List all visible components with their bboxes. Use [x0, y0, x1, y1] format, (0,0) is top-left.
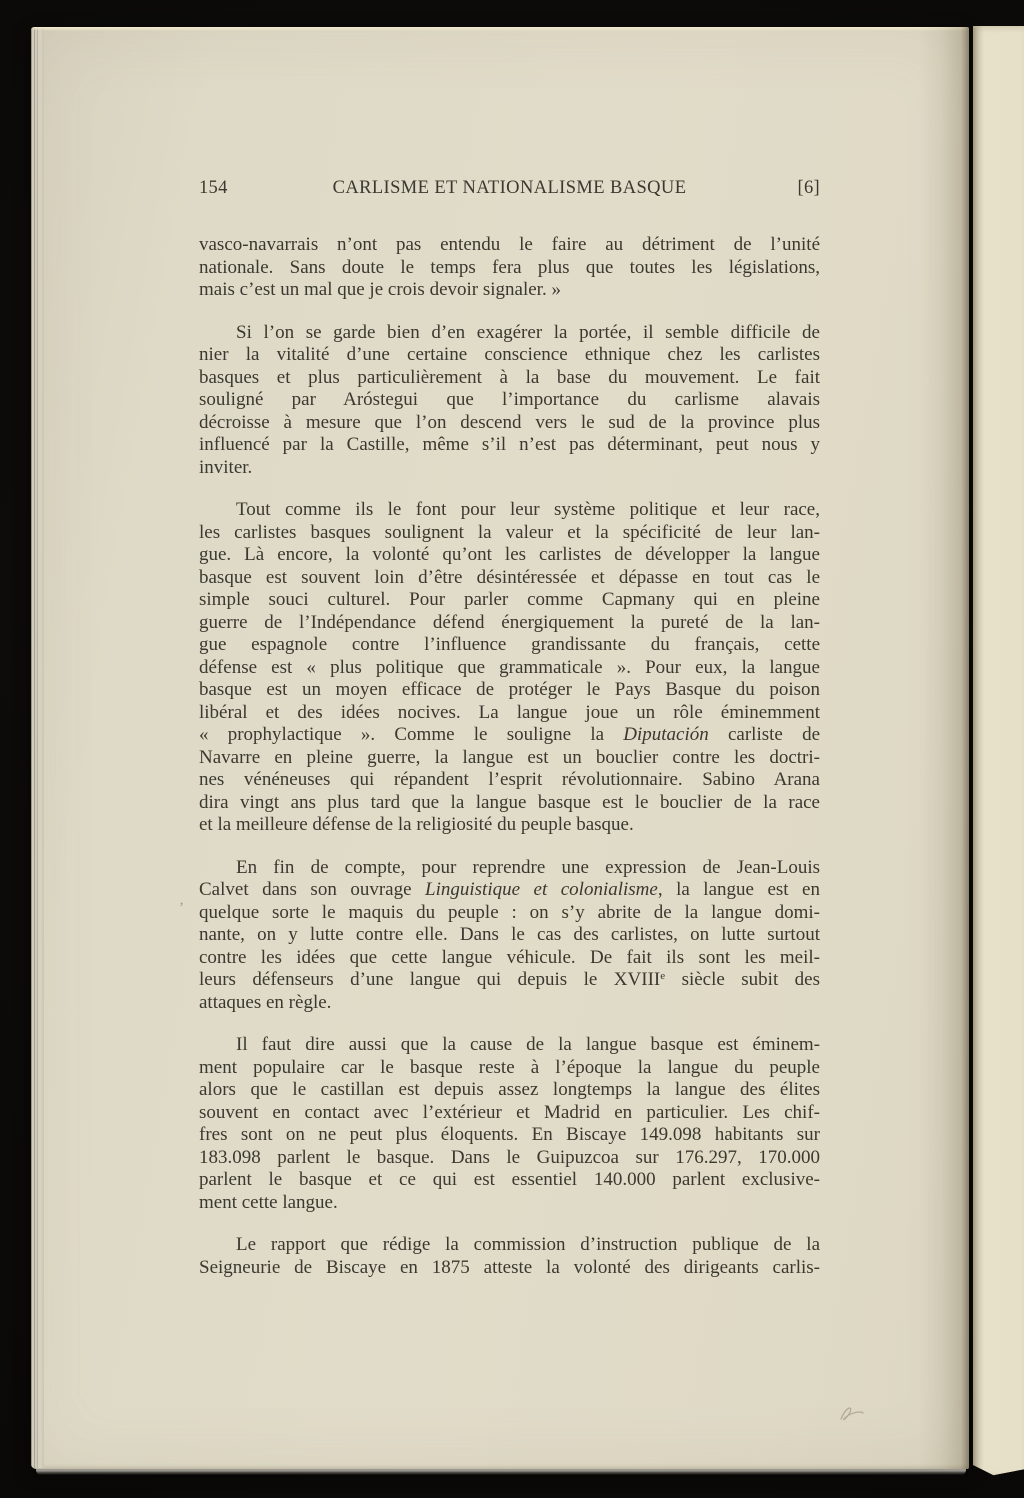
text-line [199, 634, 820, 657]
text-run: siècle subit des [665, 969, 820, 990]
text-run: Le rapport que rédige la commission d’instruction publique de la [236, 1234, 820, 1255]
text-run: alors que le castillan est depuis assez longtemps la langue des élites [199, 1079, 820, 1100]
superscript-run: e [660, 970, 666, 982]
page-content [199, 177, 820, 1279]
running-title: CARLISME ET NATIONALISME BASQUE [332, 178, 687, 198]
text-line [199, 1234, 820, 1257]
paragraph [199, 1034, 820, 1214]
margin-mark: ’ [179, 900, 184, 916]
text-line [199, 1102, 820, 1125]
text-line [199, 567, 820, 590]
text-line [199, 792, 820, 815]
page-top-edge [33, 27, 967, 31]
facing-page-edge [973, 26, 1024, 1478]
page-bottom-edge [36, 1469, 966, 1475]
text-line [199, 679, 820, 702]
text-run: attaques en règle. [199, 991, 332, 1013]
paragraph [199, 857, 820, 1015]
text-line [199, 769, 820, 792]
page-stack-edge [31, 28, 44, 1468]
text-run: et la meilleure défense de la religiosité du peuple basque. [199, 814, 634, 835]
paragraph [199, 322, 820, 480]
text-run: quelque sorte le maquis du peuple : on s’y abrite de la langue domi- [199, 901, 820, 923]
text-run: contre les idées que cette langue véhicule. De fait ils sont les meil- [199, 946, 820, 968]
text-line [199, 434, 820, 457]
text-run: basque est un moyen efficace de protéger le Pays Basque du poison [199, 679, 820, 700]
text-line [199, 367, 820, 390]
text-line [199, 1034, 820, 1057]
gutter-shadow [919, 27, 969, 1469]
text-line [199, 1124, 820, 1147]
text-run: basques et plus particulièrement à la base du mouvement. Le fait [199, 366, 820, 388]
text-run: défense est « plus politique que grammaticale ». Pour eux, la langue [199, 656, 820, 678]
text-run: carliste de [708, 724, 821, 745]
paragraph [199, 499, 820, 837]
text-line [199, 924, 820, 947]
text-run: leurs défenseurs d’une langue qui depuis le XVIII [199, 969, 661, 990]
text-run: basque est souvent loin d’être désintéressée et dépasse en tout cas le [199, 566, 820, 588]
text-line [199, 1057, 820, 1080]
text-line [199, 814, 820, 837]
text-line [199, 1147, 820, 1170]
text-line [199, 257, 820, 280]
page-number: 154 [199, 178, 228, 198]
issue-number: [6] [797, 178, 820, 198]
text-run: fres sont on ne peut plus éloquents. En Biscaye 149.098 habitants sur [199, 1124, 820, 1145]
text-line [199, 879, 820, 902]
text-run: dira vingt ans plus tard que la langue basque est le bouclier de la race [199, 791, 820, 813]
text-run: décroisse à mesure que l’on descend vers le sud de la province plus [199, 411, 820, 433]
text-run: Seigneurie de Biscaye en 1875 atteste la volonté des dirigeants carlis- [199, 1256, 820, 1278]
text-line [199, 322, 820, 345]
text-line [199, 1192, 820, 1215]
text-line [199, 857, 820, 880]
text-run: guerre de l’Indépendance défend énergiquement la pureté de la lan- [199, 611, 820, 633]
text-run: nes vénéneuses qui répandent l’esprit révolutionnaire. Sabino Arana [199, 769, 820, 790]
italic-run: Diputación [623, 724, 709, 745]
text-run: « prophylactique ». Comme le souligne la [199, 724, 624, 745]
book-page [31, 27, 969, 1469]
text-run: souvent en contact avec l’extérieur et Madrid en particulier. Les chif- [199, 1101, 820, 1123]
text-line [199, 612, 820, 635]
pencil-mark [837, 1403, 865, 1427]
text-line [199, 947, 820, 970]
text-run: Navarre en pleine guerre, la langue est un bouclier contre les doctri- [199, 746, 820, 768]
text-line [199, 412, 820, 435]
text-line [199, 702, 820, 725]
text-run: simple souci culturel. Pour parler comme Capmany qui en pleine [199, 589, 820, 610]
text-run: gue. Là encore, la volonté qu’ont les carlistes de développer la langue [199, 544, 820, 565]
text-line [199, 657, 820, 680]
text-run: libéral et des idées nocives. La langue joue un rôle éminemment [199, 701, 820, 723]
text-line [199, 992, 820, 1015]
text-line [199, 589, 820, 612]
text-run: , la langue est en [657, 879, 820, 900]
text-line [199, 279, 820, 302]
text-run: gue espagnole contre l’influence grandissante du français, cette [199, 634, 820, 655]
text-run: nationale. Sans doute le temps fera plus que toutes les législations, [199, 256, 820, 278]
text-run: vasco-navarrais n’ont pas entendu le faire au détriment de l’unité [199, 234, 820, 255]
text-run: souligné par Aróstegui que l’importance du carlisme alavais [199, 389, 820, 410]
text-run: mais c’est un mal que je crois devoir signaler. » [199, 279, 561, 300]
text-line [199, 522, 820, 545]
text-run: En fin de compte, pour reprendre une expression de Jean-Louis [236, 856, 820, 878]
page-header [199, 177, 820, 200]
text-run: Tout comme ils le font pour leur système politique et leur race, [236, 499, 820, 520]
text-line [199, 499, 820, 522]
text-line [199, 747, 820, 770]
text-line [199, 1079, 820, 1102]
text-run: influencé par la Castille, même s’il n’est pas déterminant, peut nous y [199, 434, 820, 455]
text-line [199, 1169, 820, 1192]
text-run: Calvet dans son ouvrage [199, 879, 426, 900]
text-run: Si l’on se garde bien d’en exagérer la portée, il semble difficile de [236, 321, 820, 343]
text-line [199, 389, 820, 412]
text-run: parlent le basque et ce qui est essentiel 140.000 parlent exclusive- [199, 1169, 820, 1190]
text-run: 183.098 parlent le basque. Dans le Guipuzcoa sur 176.297, 170.000 [199, 1146, 820, 1168]
text-run: nier la vitalité d’une certaine conscience ethnique chez les carlistes [199, 344, 820, 365]
text-line [199, 724, 820, 747]
paragraph [199, 234, 820, 302]
text-line [199, 1257, 820, 1280]
text-line [199, 969, 820, 992]
text-line [199, 234, 820, 257]
text-line [199, 544, 820, 567]
text-line [199, 344, 820, 367]
paragraph [199, 1234, 820, 1279]
text-run: ment populaire car le basque reste à l’époque la langue du peuple [199, 1056, 820, 1078]
italic-run: Linguistique et colonialisme [425, 879, 658, 900]
text-run: ment cette langue. [199, 1191, 338, 1213]
text-line [199, 902, 820, 925]
text-run: Il faut dire aussi que la cause de la langue basque est éminem- [236, 1034, 820, 1055]
text-run: inviter. [199, 456, 253, 478]
text-run: les carlistes basques soulignent la valeur et la spécificité de leur lan- [199, 521, 820, 543]
text-line [199, 457, 820, 480]
text-run: nante, on y lutte contre elle. Dans le cas des carlistes, on lutte surtout [199, 924, 820, 945]
page-text [199, 234, 820, 1279]
